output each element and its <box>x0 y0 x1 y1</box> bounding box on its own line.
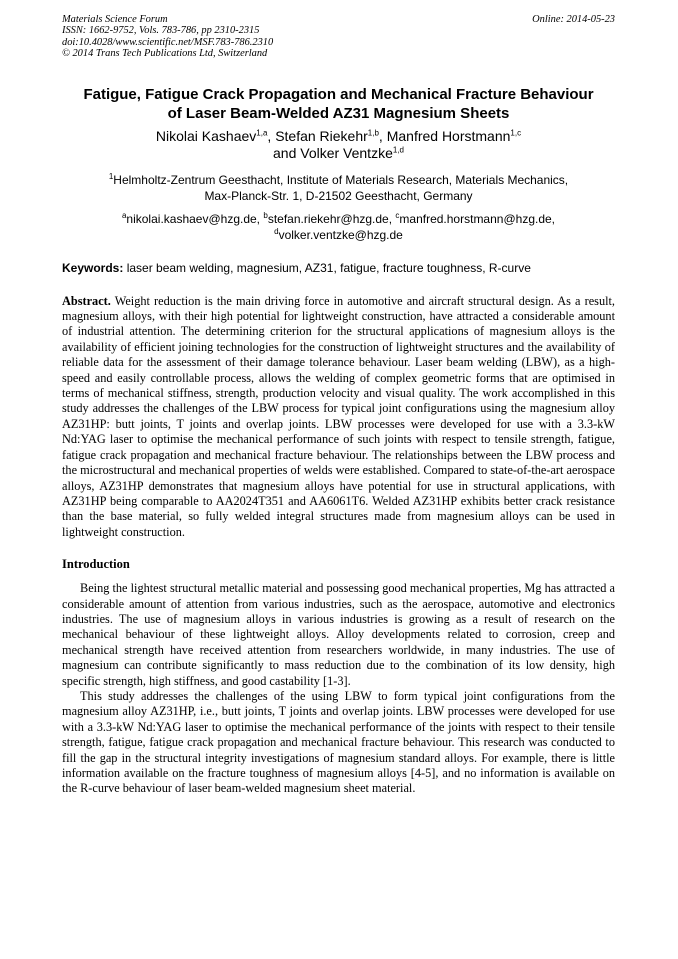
introduction-body <box>62 581 615 797</box>
emails-line-2 <box>62 227 615 243</box>
email: manfred.horstmann@hzg.de, <box>399 211 556 226</box>
email: stefan.riekehr@hzg.de, <box>267 211 396 226</box>
keywords-text: laser beam welding, magnesium, AZ31, fatigue, fracture toughness, R-curve <box>123 260 531 275</box>
authors-line-1 <box>62 128 615 145</box>
doi-line: doi:10.4028/www.scientific.net/MSF.783-786.2310 <box>62 36 274 48</box>
keywords-label: Keywords: <box>62 260 124 275</box>
author-separator: , <box>378 127 387 144</box>
affiliation-line-2: Max-Planck-Str. 1, D-21502 Geesthacht, Germany <box>204 188 473 203</box>
introduction-paragraph-2: This study addresses the challenges of the using LBW to form typical joint configurations from the magnesium alloy AZ31HP, i.e., butt joints, T joints and overlap joints. LBW processes were developed for use with a 3.3-kW Nd:YAG laser to optimise the mechanical performance of the joints with respect to their tensile strength, fatigue, fatigue crack propagation and mechanical fracture behaviour. This research was conducted to fill the gap in the structural integrity investigations of magnesium standard alloys. For example, there is little information available on the fracture toughness of magnesium alloys [4-5], and no information is available on the R-curve behaviour of laser beam-welded magnesium sheet material. <box>62 688 615 796</box>
affiliation-sup: 1 <box>108 171 114 181</box>
abstract <box>62 294 615 541</box>
journal-name: Materials Science Forum <box>62 14 168 25</box>
abstract-text: Weight reduction is the main driving force in automotive and aircraft structural design. As a result, magnesium alloys, with their high potential for lightweight construction, have attracted a considerable amount of industrial attention. The determining criterion for the structural applications of magnesium alloys is the availability of efficient joining technologies for the construction of lightweight structures and the availability of reliable data for the assessment of their damage tolerance behaviour. Laser beam welding (LBW), as a high-speed and easily controllable process, allows the welding of complex geometric forms that are optimised in terms of mechanical stiffness, strength, production velocity and visual quality. The work accomplished in this study addresses the challenges of the LBW process for typical joint configurations using the magnesium alloy AZ31HP: butt joints, T joints and overlap joints. LBW processes were developed for use with a 3.3-kW Nd:YAG laser to optimise the mechanical performance of such joints with respect to tensile strength, fatigue, fatigue crack propagation and mechanical fracture behaviour. The relationships between the LBW process and the microstructural and mechanical properties of welds were established. Compared to state-of-the-art aerospace alloys, AZ31HP demonstrates that magnesium alloys have potential for use in structural applications, with AZ31HP being comparable to AA2024T351 and AA6061T6. Welded AZ31HP exhibits better crack resistance than the base material, so fully welded integral structures made from magnesium alloys can be used in lightweight construction. <box>62 293 615 539</box>
author-name: Stefan Riekehr <box>275 127 368 144</box>
author-sup: 1,d <box>392 144 404 154</box>
email: nikolai.kashaev@hzg.de, <box>126 211 264 226</box>
introduction-heading: Introduction <box>62 557 130 572</box>
email-sup: a <box>121 210 127 220</box>
email-sup: b <box>263 210 268 220</box>
paper-page <box>62 14 615 797</box>
affiliation-text: Helmholtz-Zentrum Geesthacht, Institute of Materials Research, Materials Mechanics, <box>113 172 569 187</box>
online-date: Online: 2014-05-23 <box>532 14 615 25</box>
copyright-line: © 2014 Trans Tech Publications Ltd, Switzerland <box>62 48 268 60</box>
author-list <box>62 128 615 162</box>
author-separator: , <box>267 127 276 144</box>
author-sup: 1,b <box>367 127 379 137</box>
email: volker.ventzke@hzg.de <box>278 227 403 242</box>
title-line-2: of Laser Beam-Welded AZ31 Magnesium Sheets <box>167 104 510 122</box>
affiliation <box>62 172 615 204</box>
keywords <box>62 260 615 276</box>
author-emails <box>62 211 615 243</box>
abstract-label: Abstract. <box>62 293 111 308</box>
paper-title <box>62 85 615 123</box>
affiliation-line-1 <box>62 172 615 188</box>
introduction-paragraph-1: Being the lightest structural metallic material and possessing good mechanical properties, Mg has attracted a considerable amount of attention from various industries, such as the aerospace, automotive and electronics industries. The use of magnesium alloys in various industries is growing as a result of research on the mechanical behaviour of these lightweight alloys. Alloy developments related to corrosion, creep and mechanical strength have received attention from researchers worldwide, in many industries. The use of magnesium can contribute significantly to mass reduction due to the combination of its low density, high specific strength, high stiffness, and good castability [1-3]. <box>62 581 615 688</box>
author-sup: 1,c <box>510 127 522 137</box>
emails-line-1 <box>62 211 615 227</box>
email-sup: c <box>395 210 400 220</box>
author-sup: 1,a <box>256 127 268 137</box>
author-name: Manfred Horstmann <box>386 127 511 144</box>
author-name: Nikolai Kashaev <box>155 127 257 144</box>
issn-line: ISSN: 1662-9752, Vols. 783-786, pp 2310-2315 <box>62 25 260 37</box>
author-name: and Volker Ventzke <box>273 144 393 161</box>
authors-line-2 <box>62 145 615 162</box>
email-sup: d <box>274 226 279 236</box>
title-line-1: Fatigue, Fatigue Crack Propagation and Mechanical Fracture Behaviour <box>83 85 594 103</box>
journal-header <box>62 14 615 60</box>
